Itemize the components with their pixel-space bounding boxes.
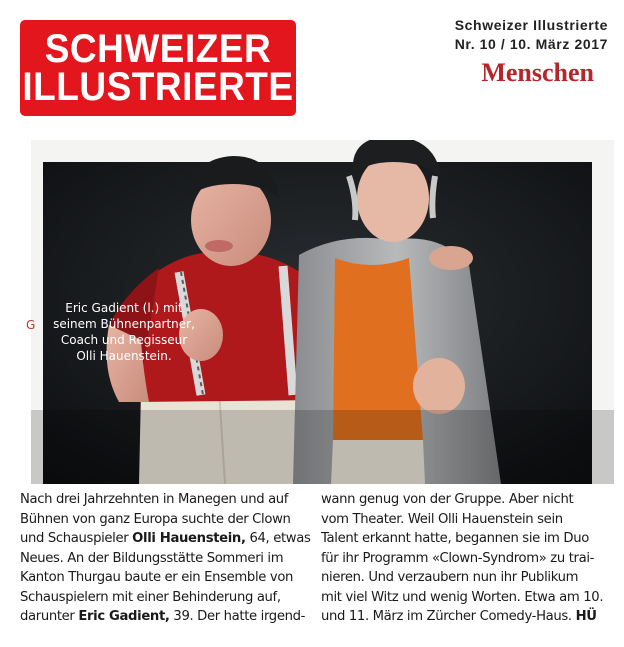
body-text: 39. Der hatte irgend- <box>169 609 306 624</box>
margin-annotation: G <box>26 318 36 332</box>
photo-caption: Eric Gadient (l.) mit seinem Bühnenpartner, Coach und Regisseur Olli Hauenstein. <box>53 301 195 363</box>
person-name-olli: Olli Hauenstein, <box>132 531 246 546</box>
body-line <box>321 607 609 627</box>
body-line: mit viel Witz und wenig Worten. Etwa am 10. <box>321 589 604 605</box>
body-text: darunter <box>20 609 79 624</box>
issue-date: Nr. 10 / 10. März 2017 <box>454 36 608 52</box>
body-line <box>20 607 305 627</box>
article-body-column-2 <box>321 490 609 627</box>
author-initials: HÜ <box>575 609 597 624</box>
body-line: Schauspielern mit einer Behinderung auf, <box>20 589 281 605</box>
body-line <box>20 529 311 549</box>
source-title: Schweizer Illustrierte <box>454 17 608 33</box>
body-line: Talent erkannt hatte, begannen sie im Duo <box>321 531 589 546</box>
body-line: Bühnen von ganz Europa suchte der Clown <box>20 511 291 527</box>
body-line: vom Theater. Weil Olli Hauenstein sein <box>321 511 563 527</box>
section-name: Menschen <box>481 58 594 87</box>
article-body-column-1 <box>20 490 311 627</box>
body-text: und 11. März im Zürcher Comedy-Haus. <box>321 609 576 624</box>
body-line: nieren. Und verzaubern nun ihr Publikum <box>321 570 579 585</box>
body-line: Kanton Thurgau baute er ein Ensemble von <box>20 570 294 585</box>
body-line: Neues. An der Bildungsstätte Sommeri im <box>20 550 284 566</box>
logo-line-1: SCHWEIZER <box>44 26 272 71</box>
source-info <box>408 16 608 90</box>
person-name-eric: Eric Gadient, <box>78 609 170 624</box>
body-text: 64, etwas <box>245 531 311 546</box>
article-photo <box>31 140 614 484</box>
logo-line-2: ILLUSTRIERTE <box>22 64 294 109</box>
publication-logo <box>20 20 296 116</box>
body-line: für ihr Programm «Clown-Syndrom» zu trai- <box>321 550 595 566</box>
body-line: wann genug von der Gruppe. Aber nicht <box>321 492 574 507</box>
body-line: Nach drei Jahrzehnten in Manegen und auf <box>20 492 289 507</box>
body-text: und Schauspieler <box>20 531 133 546</box>
